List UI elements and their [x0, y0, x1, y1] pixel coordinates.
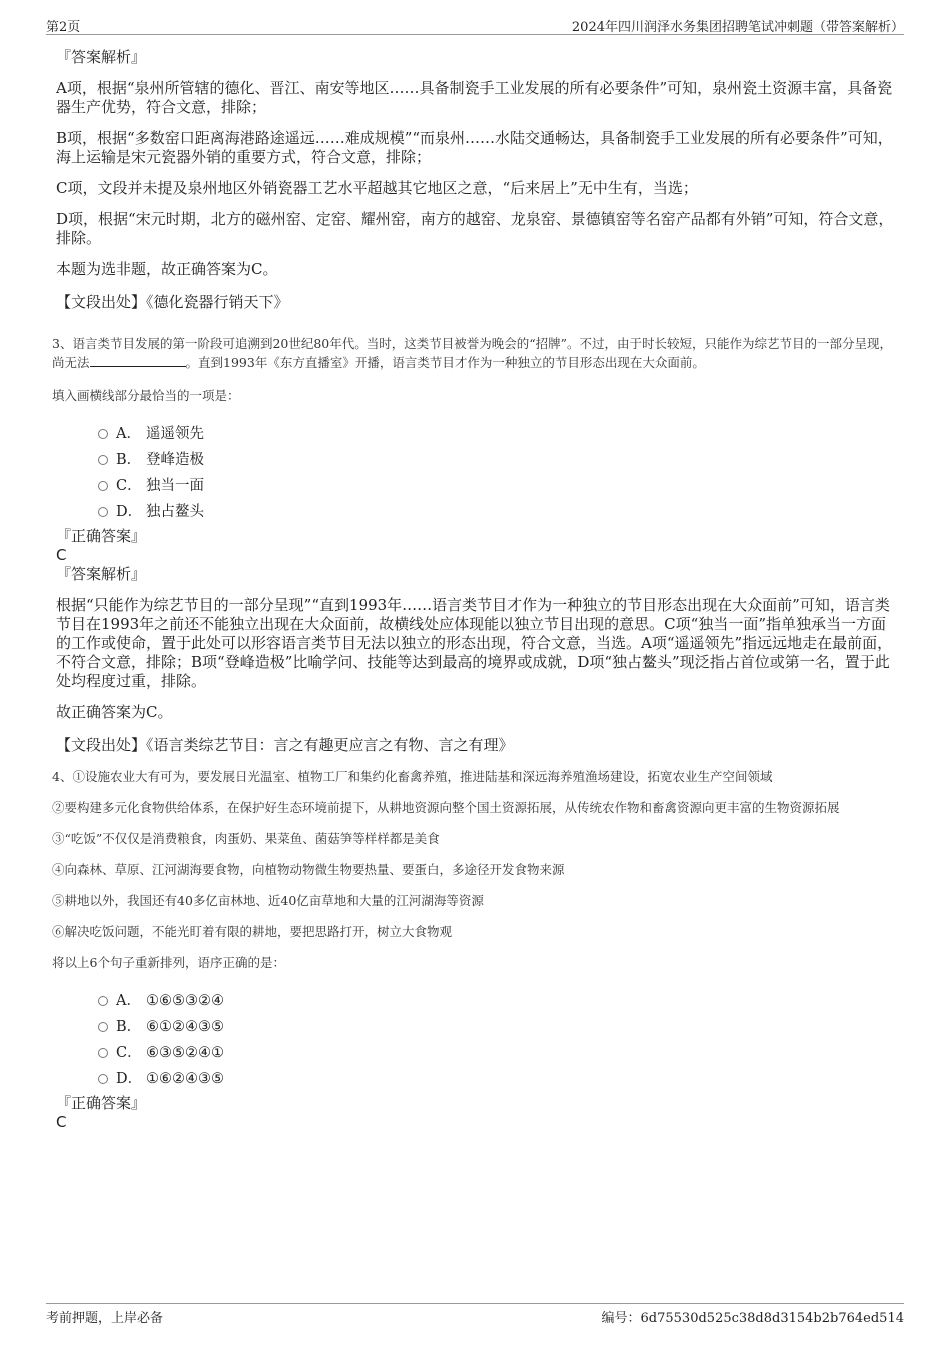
option-a[interactable]: A． ①⑥⑤③②④	[56, 988, 894, 1014]
radio-icon[interactable]	[98, 429, 108, 439]
radio-icon[interactable]	[98, 1074, 108, 1084]
analysis-conclusion: 本题为选非题，故正确答案为C。	[56, 260, 278, 278]
source-citation: 【文段出处】《语言类综艺节目：言之有趣更应言之有物、言之有理》	[56, 736, 514, 754]
page-footer	[46, 1303, 904, 1327]
option-b[interactable]: B． 登峰造极	[56, 447, 894, 473]
radio-icon[interactable]	[98, 481, 108, 491]
document-title: 2024年四川润泽水务集团招聘笔试冲刺题（带答案解析）	[571, 20, 904, 35]
sentence-item: ⑤耕地以外，我国还有40多亿亩林地、近40亿亩草地和大量的江河湖海等资源	[52, 893, 484, 908]
analysis-paragraph: D项，根据“宋元时期，北方的磁州窑、定窑、耀州窑，南方的越窑、龙泉窑、景德镇窑等名窑产品都有外销”可知，符合文意，排除。	[56, 210, 894, 247]
option-list	[56, 421, 894, 525]
option-d[interactable]: D． 独占鳌头	[56, 499, 894, 525]
analysis-paragraph: A项，根据“泉州所管辖的德化、晋江、南安等地区……具备制瓷手工业发展的所有必要条件”可知，泉州瓷土资源丰富，具备瓷器生产优势，符合文意，排除；	[56, 79, 893, 116]
answer-value: C	[56, 1113, 67, 1131]
page-header	[46, 16, 904, 35]
document-code: 编号：6d75530d525c38d8d3154b2b764ed514	[601, 1311, 904, 1326]
page-content	[52, 48, 894, 1132]
sentence-item: ⑥解决吃饭问题，不能光盯着有限的耕地，要把思路打开，树立大食物观	[52, 924, 453, 939]
sentence-item: ②要构建多元化食物供给体系，在保护好生态环境前提下，从耕地资源向整个国土资源拓展，从传统农作物和畜禽资源向更丰富的生物资源拓展	[52, 800, 840, 815]
option-c[interactable]: C． 独当一面	[56, 473, 894, 499]
question-prompt: 将以上6个句子重新排列，语序正确的是：	[52, 955, 285, 970]
radio-icon[interactable]	[98, 1022, 108, 1032]
fill-blank	[90, 354, 186, 367]
analysis-label: 『答案解析』	[56, 565, 147, 583]
analysis-paragraph: C项，文段并未提及泉州地区外销瓷器工艺水平超越其它地区之意，“后来居上”无中生有，当选；	[56, 179, 698, 197]
page-number: 第2页	[46, 20, 81, 35]
option-a[interactable]: A． 遥遥领先	[56, 421, 894, 447]
footer-slogan: 考前押题，上岸必备	[46, 1311, 164, 1326]
radio-icon[interactable]	[98, 996, 108, 1006]
radio-icon[interactable]	[98, 507, 108, 517]
question-prompt: 填入画横线部分最恰当的一项是：	[52, 388, 240, 403]
radio-icon[interactable]	[98, 455, 108, 465]
option-b[interactable]: B． ⑥①②④③⑤	[56, 1014, 894, 1040]
analysis-conclusion: 故正确答案为C。	[56, 703, 173, 721]
analysis-paragraph: 根据“只能作为综艺节目的一部分呈现”“直到1993年……语言类节目才作为一种独立的节目形态出现在大众面前”可知，语言类节目在1993年之前还不能独立出现在大众面前，故横线处应体现能以独立节目出现的意思。C项“独当一面”指单独承当一方面的工作或使命，置于此处可以形容语言类节目无法以独立的形态出现，符合文意，当选。A项“遥遥领先”指远远地走在最前面，不符合文意，排除；B项“登峰造极”比喻学问、技能等达到最高的境界或成就，D项“独占鳌头”现泛指占首位或第一名，置于此处均程度过重，排除。	[56, 596, 893, 690]
option-d[interactable]: D． ①⑥②④③⑤	[56, 1066, 894, 1092]
analysis-paragraph: B项，根据“多数窑口距离海港路途遥远……难成规模”“而泉州……水陆交通畅达，具备制瓷手工业发展的所有必要条件”可知，海上运输是宋元瓷器外销的重要方式，符合文意，排除；	[56, 129, 893, 166]
question-stem: 4、①设施农业大有可为，要发展日光温室、植物工厂和集约化畜禽养殖，推进陆基和深远海养殖渔场建设，拓宽农业生产空间领域	[52, 769, 773, 784]
source-citation: 【文段出处】《德化瓷器行销天下》	[56, 293, 289, 311]
answer-label: 『正确答案』	[56, 1094, 147, 1112]
option-list	[56, 988, 894, 1092]
analysis-label: 『答案解析』	[56, 48, 147, 66]
answer-label: 『正确答案』	[56, 527, 147, 545]
sentence-item: ④向森林、草原、江河湖海要食物，向植物动物微生物要热量、要蛋白，多途径开发食物来源	[52, 862, 565, 877]
radio-icon[interactable]	[98, 1048, 108, 1058]
option-c[interactable]: C． ⑥③⑤②④①	[56, 1040, 894, 1066]
answer-value: C	[56, 546, 67, 564]
sentence-item: ③“吃饭”不仅仅是消费粮食，肉蛋奶、果菜鱼、菌菇笋等样样都是美食	[52, 831, 440, 846]
question-stem: 3、语言类节目发展的第一阶段可追溯到20世纪80年代。当时，这类节目被誉为晚会的“招牌”。不过，由于时长较短，只能作为综艺节目的一部分呈现，尚无法 。直到1993年《东方直播室》开播，语言类节目才作为一种独立的节目形态出现在大众面前。	[52, 336, 893, 370]
